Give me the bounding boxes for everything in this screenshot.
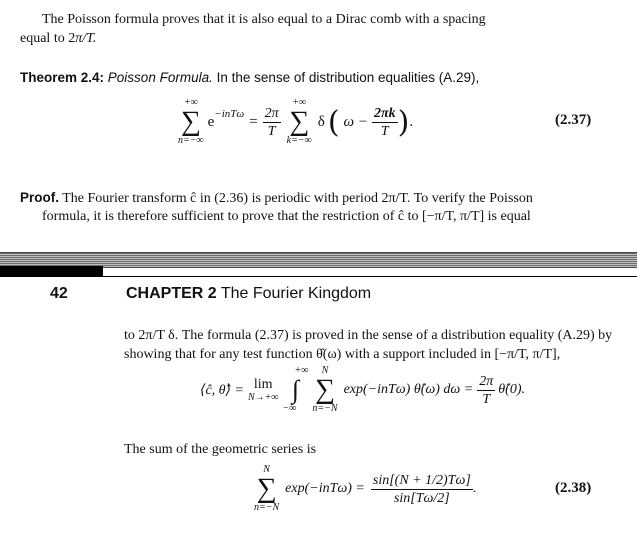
chapter-tab-bar — [0, 266, 103, 277]
geometric-series-text: The sum of the geometric series is — [124, 442, 317, 457]
rhs-tail: θ̂(0). — [498, 382, 525, 397]
sigma-symbol: ∑ — [180, 106, 201, 137]
period: . — [409, 113, 414, 130]
integrand: exp(−inTω) θ̂(ω) dω = — [343, 382, 474, 397]
fraction-denominator: sin[Tω/2] — [393, 490, 450, 506]
sigma-symbol: ∑ — [289, 106, 310, 137]
summation-k — [287, 98, 312, 146]
period: . — [472, 481, 477, 496]
fraction-numerator: 2πk — [374, 105, 396, 121]
symbol-pi: π — [75, 31, 83, 46]
fraction-2pik-over-T — [372, 105, 398, 140]
equation-limit-integral — [200, 364, 525, 416]
equals-sign: = — [249, 113, 258, 130]
integral-lower: −∞ — [282, 403, 297, 414]
right-paren: ) — [397, 104, 410, 140]
summation-n-N — [254, 465, 279, 513]
left-paren: ( — [327, 104, 340, 140]
fraction-2pi-over-T — [477, 373, 495, 408]
geometric-term: exp(−inTω) = — [285, 481, 365, 496]
sum-lower-limit: k=−∞ — [286, 135, 312, 146]
sigma-symbol: ∑ — [315, 374, 335, 405]
equation-2-37 — [178, 94, 413, 150]
theorem-text: In the sense of distribution equalities (A.29), — [216, 70, 480, 85]
sum-lower-limit: n=−N — [254, 502, 280, 513]
sum-lower-limit: n=−N — [312, 403, 338, 414]
text-fragment: /T. — [82, 31, 97, 46]
theorem-label: Theorem 2.4: — [20, 70, 105, 85]
fraction-denominator: T — [482, 391, 491, 407]
theorem-heading — [20, 68, 479, 88]
text-fragment: equal to 2 — [20, 31, 76, 46]
chapter-rule — [103, 276, 637, 277]
sum-upper-limit: +∞ — [292, 97, 307, 108]
lim-subscript: N→+∞ — [247, 392, 279, 403]
proof-label: Proof. — [20, 190, 59, 205]
integral — [283, 366, 309, 414]
exp-base: e — [207, 113, 215, 130]
chapter-heading — [126, 285, 371, 303]
omega-minus: ω − — [343, 113, 368, 130]
fraction-numerator: 2π — [264, 105, 279, 121]
lim-text: lim — [253, 377, 273, 392]
equation-2-38 — [254, 460, 476, 518]
sum-lower-limit: n=−∞ — [178, 135, 204, 146]
theorem-name: Poisson Formula. — [107, 70, 213, 85]
inner-product: ⟨ĉ, θ̂⟩ = — [200, 382, 244, 398]
sum-upper-limit: N — [321, 365, 329, 376]
paragraph-top-line2 — [20, 29, 96, 49]
body-line2: showing that for any test function θ̂(ω) with a support included in [−π/T, π/T], — [124, 347, 561, 362]
fraction-denominator: T — [267, 123, 276, 139]
integral-upper: +∞ — [294, 365, 309, 376]
chapter-label: CHAPTER 2 — [126, 285, 217, 302]
equation-number: (2.37) — [555, 112, 592, 128]
summation-n-N — [312, 366, 337, 414]
proof-line1 — [20, 188, 533, 209]
fraction-numerator: sin[(N + 1/2)Tω] — [372, 472, 471, 488]
integral-symbol: ∫ — [291, 375, 300, 404]
equation-number: (2.38) — [555, 480, 592, 496]
body-line1: to 2π/T δ. The formula (2.37) is proved in the sense of a distribution equality (A.29) by — [124, 328, 613, 343]
summation-n — [178, 98, 204, 146]
sum-upper-limit: N — [263, 464, 270, 475]
chapter-title: The Fourier Kingdom — [220, 285, 372, 302]
sum-upper-limit: +∞ — [183, 97, 198, 108]
sigma-symbol: ∑ — [256, 473, 277, 504]
fraction-denominator: T — [380, 123, 389, 139]
fraction-numerator: 2π — [479, 373, 494, 389]
page-number: 42 — [50, 285, 68, 302]
paragraph-top-line1: The Poisson formula proves that it is also equal to a Dirac comb with a spacing — [42, 12, 486, 27]
fraction-2pi-over-T — [263, 105, 281, 140]
limit-operator — [248, 377, 279, 403]
delta-symbol: δ — [317, 113, 325, 130]
proof-text: The Fourier transform ĉ in (2.36) is periodic with period 2π/T. To verify the Poisson — [62, 191, 533, 206]
exp-power: −inTω — [214, 108, 245, 120]
sine-ratio-fraction — [371, 472, 473, 507]
proof-line2: formula, it is therefore sufficient to prove that the restriction of ĉ to [−π/T, π/T] is equal — [42, 209, 531, 224]
